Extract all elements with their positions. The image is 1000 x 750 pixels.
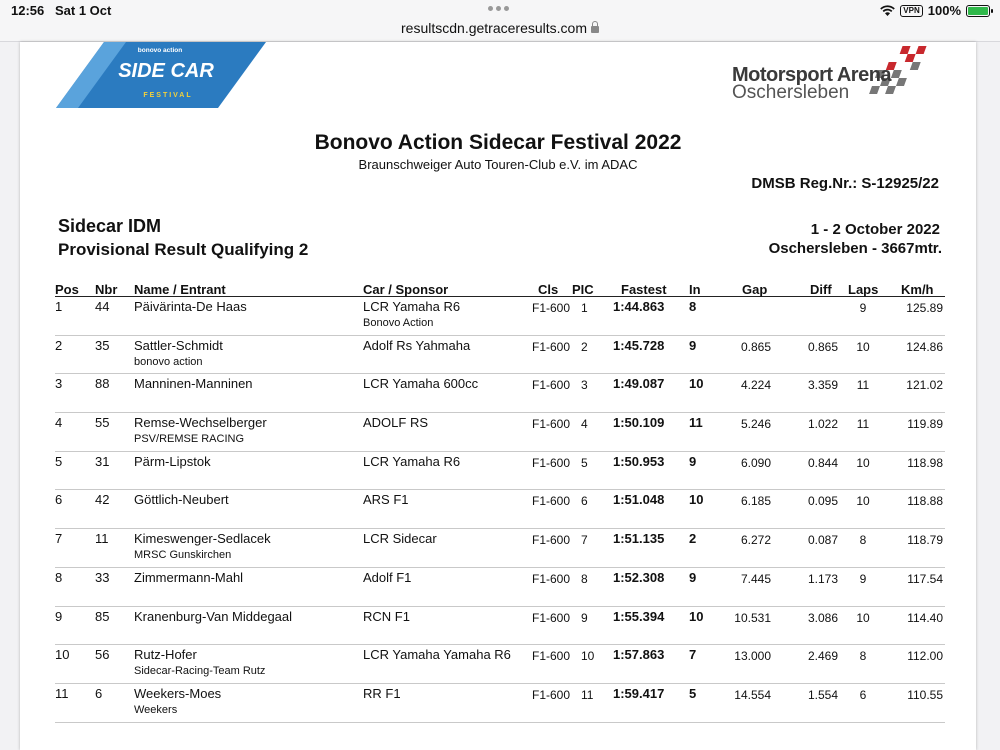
- cell-name: Rutz-Hofer: [134, 647, 197, 663]
- cell-car: ADOLF RS: [363, 415, 429, 431]
- table-row: [55, 297, 945, 336]
- battery-icon: [966, 5, 990, 17]
- cell-diff: 1.022: [807, 417, 838, 432]
- table-row: [55, 490, 945, 529]
- cell-fastest: 1:45.728: [613, 337, 665, 353]
- cell-cls: F1-600: [532, 571, 571, 586]
- cell-in: 9: [689, 453, 697, 469]
- cell-laps: 10: [856, 339, 870, 354]
- cell-in: 2: [689, 531, 697, 547]
- cell-cls: F1-600: [532, 339, 571, 354]
- table-row: [55, 374, 945, 413]
- col-name: Name / Entrant: [134, 282, 226, 297]
- cell-car: LCR Yamaha 600cc: [363, 376, 479, 392]
- cell-pos: 2: [55, 337, 63, 353]
- status-time: 12:56: [11, 3, 45, 18]
- cell-kmh: 119.89: [907, 417, 943, 432]
- cell-gap: 10.531: [734, 610, 771, 625]
- cell-nbr: 11: [95, 531, 109, 547]
- cell-in: 7: [689, 647, 697, 663]
- cell-pos: 9: [55, 608, 63, 624]
- cell-laps: 10: [856, 455, 870, 470]
- col-diff: Diff: [810, 282, 832, 297]
- cell-car: LCR Yamaha Yamaha R6: [363, 647, 511, 663]
- cell-pos: 1: [55, 299, 63, 314]
- table-body: [55, 297, 945, 723]
- event-title: Bonovo Action Sidecar Festival 2022: [314, 131, 682, 154]
- cell-in: 9: [689, 337, 697, 353]
- cell-pic: 6: [581, 494, 588, 509]
- cell-entrant: bonovo action: [134, 355, 203, 368]
- col-cls: Cls: [538, 282, 559, 297]
- cell-pic: 10: [581, 649, 595, 664]
- cell-in: 10: [689, 492, 704, 508]
- cell-pos: 4: [55, 415, 63, 431]
- cell-kmh: 112.00: [907, 649, 943, 664]
- cell-laps: 9: [859, 571, 867, 586]
- cell-name: Päivärinta-De Haas: [134, 299, 247, 314]
- cell-kmh: 118.98: [907, 455, 943, 470]
- cell-gap: 6.090: [740, 455, 771, 470]
- table-row: [55, 607, 945, 646]
- cell-gap: 4.224: [740, 378, 771, 393]
- cell-gap: 7.445: [740, 571, 771, 586]
- cell-nbr: 56: [95, 647, 110, 663]
- cell-pos: 5: [55, 453, 63, 469]
- cell-nbr: 85: [95, 608, 110, 624]
- logo-title: Motorsport Arena: [732, 64, 892, 86]
- col-pos: Pos: [55, 282, 79, 297]
- cell-pos: 6: [55, 492, 63, 508]
- col-in: In: [689, 282, 701, 297]
- cell-gap: 13.000: [734, 649, 771, 664]
- table-row: [55, 336, 945, 375]
- cell-in: 10: [689, 608, 704, 624]
- cell-pos: 10: [55, 647, 70, 663]
- cell-in: 11: [689, 415, 703, 431]
- cell-gap: 14.554: [734, 687, 771, 702]
- cell-diff: 3.359: [807, 378, 838, 393]
- col-fastest: Fastest: [621, 282, 667, 297]
- cell-pic: 2: [581, 339, 588, 354]
- cell-pic: 5: [581, 455, 588, 470]
- cell-name: Zimmermann-Mahl: [134, 569, 244, 585]
- cell-kmh: 110.55: [907, 687, 943, 702]
- cell-car: LCR Yamaha R6: [363, 453, 461, 469]
- motorsport-arena-logo: [732, 42, 932, 104]
- cell-laps: 11: [856, 417, 870, 432]
- cell-kmh: 125.89: [906, 301, 943, 315]
- cell-laps: 6: [859, 687, 867, 702]
- table-header: [55, 282, 945, 297]
- cell-name: Sattler-Schmidt: [134, 337, 223, 353]
- cell-nbr: 33: [95, 569, 110, 585]
- col-car: Car / Sponsor: [363, 282, 449, 297]
- cell-nbr: 35: [95, 337, 110, 353]
- cell-nbr: 44: [95, 299, 110, 314]
- cell-car: RCN F1: [363, 608, 410, 624]
- series-name: Sidecar IDM: [58, 216, 162, 236]
- cell-kmh: 114.40: [907, 610, 943, 625]
- cell-laps: 8: [859, 533, 867, 548]
- cell-fastest: 1:51.135: [613, 531, 665, 547]
- col-nbr: Nbr: [95, 282, 118, 297]
- cell-car: LCR Yamaha R6: [363, 299, 461, 314]
- cell-kmh: 124.86: [906, 339, 943, 354]
- status-icons: [880, 3, 990, 18]
- cell-in: 8: [689, 299, 697, 314]
- cell-car: LCR Sidecar: [363, 531, 437, 547]
- status-date: Sat 1 Oct: [55, 3, 112, 18]
- cell-nbr: 6: [95, 685, 103, 701]
- url-text: resultscdn.getraceresults.com: [401, 20, 587, 36]
- cell-cls: F1-600: [532, 610, 571, 625]
- logo-top-text: bonovo action: [137, 47, 183, 54]
- cell-gap: 6.185: [740, 494, 771, 509]
- cell-fastest: 1:59.417: [613, 685, 665, 701]
- cell-pos: 8: [55, 569, 63, 585]
- cell-cls: F1-600: [532, 494, 571, 509]
- event-venue: Oschersleben - 3667mtr.: [768, 240, 942, 257]
- cell-diff: 0.095: [807, 494, 838, 509]
- cell-cls: F1-600: [532, 378, 571, 393]
- col-pic: PIC: [572, 282, 594, 297]
- cell-entrant: Weekers: [134, 703, 178, 716]
- cell-nbr: 88: [95, 376, 110, 392]
- table-row: [55, 413, 945, 452]
- cell-name: Manninen-Manninen: [134, 376, 253, 392]
- cell-gap: 0.865: [740, 339, 771, 354]
- table-row: [55, 645, 945, 684]
- vpn-badge: VPN: [900, 5, 922, 17]
- cell-nbr: 55: [95, 415, 110, 431]
- multitasking-dots-icon[interactable]: [488, 6, 509, 11]
- logo-bottom-text: FESTIVAL: [143, 92, 193, 99]
- cell-laps: 10: [856, 494, 870, 509]
- table-row: [55, 684, 945, 723]
- cell-pos: 3: [55, 376, 63, 392]
- registration-number: DMSB Reg.Nr.: S-12925/22: [751, 175, 939, 192]
- cell-in: 10: [689, 376, 704, 392]
- cell-fastest: 1:51.048: [613, 492, 665, 508]
- cell-diff: 0.844: [807, 455, 838, 470]
- cell-in: 5: [689, 685, 697, 701]
- logo-main-text: SIDE CAR: [118, 60, 214, 82]
- table-row: [55, 568, 945, 607]
- cell-pic: 4: [581, 417, 588, 432]
- results-table: [55, 282, 945, 723]
- cell-fastest: 1:50.953: [613, 453, 665, 469]
- cell-in: 9: [689, 569, 697, 585]
- cell-fastest: 1:52.308: [613, 569, 665, 585]
- cell-diff: 0.087: [807, 533, 838, 548]
- event-dates: 1 - 2 October 2022: [810, 221, 940, 238]
- cell-laps: 9: [859, 301, 867, 315]
- cell-kmh: 121.02: [906, 378, 943, 393]
- cell-pic: 1: [581, 301, 588, 315]
- cell-name: Pärm-Lipstok: [134, 453, 211, 469]
- cell-fastest: 1:44.863: [613, 299, 665, 314]
- cell-fastest: 1:49.087: [613, 376, 665, 392]
- cell-cls: F1-600: [532, 533, 571, 548]
- cell-laps: 10: [856, 610, 870, 625]
- logo-subtitle: Oschersleben: [732, 82, 850, 103]
- cell-kmh: 118.79: [907, 533, 943, 548]
- cell-diff: 0.865: [807, 339, 838, 354]
- cell-car: RR F1: [363, 685, 401, 701]
- lock-icon: [591, 26, 599, 33]
- cell-entrant: PSV/REMSE RACING: [134, 433, 245, 446]
- cell-name: Weekers-Moes: [134, 685, 222, 701]
- cell-car: ARS F1: [363, 492, 409, 508]
- wifi-icon: [880, 5, 895, 17]
- cell-car: Adolf Rs Yahmaha: [363, 337, 471, 353]
- cell-pic: 8: [581, 571, 588, 586]
- cell-nbr: 31: [95, 453, 110, 469]
- cell-name: Kranenburg-Van Middegaal: [134, 608, 293, 624]
- table-row: [55, 452, 945, 491]
- address-bar[interactable]: [0, 18, 1000, 42]
- cell-pos: 11: [55, 685, 69, 701]
- cell-cls: F1-600: [532, 455, 571, 470]
- cell-kmh: 117.54: [907, 571, 943, 586]
- cell-fastest: 1:55.394: [613, 608, 665, 624]
- cell-gap: 5.246: [740, 417, 771, 432]
- col-kmh: Km/h: [901, 282, 934, 297]
- cell-entrant: MRSC Gunskirchen: [134, 549, 232, 562]
- table-row: [55, 529, 945, 568]
- cell-pic: 11: [581, 687, 594, 702]
- cell-pos: 7: [55, 531, 63, 547]
- battery-percent: 100%: [927, 3, 961, 18]
- cell-fastest: 1:50.109: [613, 415, 665, 431]
- cell-cls: F1-600: [532, 687, 571, 702]
- cell-diff: 3.086: [807, 610, 838, 625]
- cell-diff: 2.469: [807, 649, 838, 664]
- cell-pic: 7: [581, 533, 588, 548]
- session-name: Provisional Result Qualifying 2: [58, 240, 309, 259]
- cell-car: Adolf F1: [363, 569, 412, 585]
- cell-diff: 1.554: [807, 687, 838, 702]
- cell-diff: 1.173: [807, 571, 838, 586]
- col-laps: Laps: [848, 282, 879, 297]
- cell-name: Remse-Wechselberger: [134, 415, 267, 431]
- cell-cls: F1-600: [532, 649, 571, 664]
- results-document: [20, 42, 976, 750]
- cell-name: Göttlich-Neubert: [134, 492, 229, 508]
- cell-laps: 8: [859, 649, 867, 664]
- cell-entrant: Sidecar-Racing-Team Rutz: [134, 665, 266, 678]
- cell-laps: 11: [856, 378, 870, 393]
- cell-cls: F1-600: [532, 301, 571, 315]
- cell-pic: 9: [581, 610, 588, 625]
- cell-fastest: 1:57.863: [613, 647, 665, 663]
- cell-cls: F1-600: [532, 417, 571, 432]
- cell-pic: 3: [581, 378, 588, 393]
- cell-sponsor: Bonovo Action: [363, 317, 434, 329]
- col-gap: Gap: [742, 282, 768, 297]
- cell-gap: 6.272: [740, 533, 771, 548]
- cell-name: Kimeswenger-Sedlacek: [134, 531, 271, 547]
- cell-kmh: 118.88: [907, 494, 943, 509]
- sidecar-festival-logo: [56, 42, 266, 108]
- cell-nbr: 42: [95, 492, 110, 508]
- event-organizer: Braunschweiger Auto Touren-Club e.V. im ADAC: [358, 157, 638, 172]
